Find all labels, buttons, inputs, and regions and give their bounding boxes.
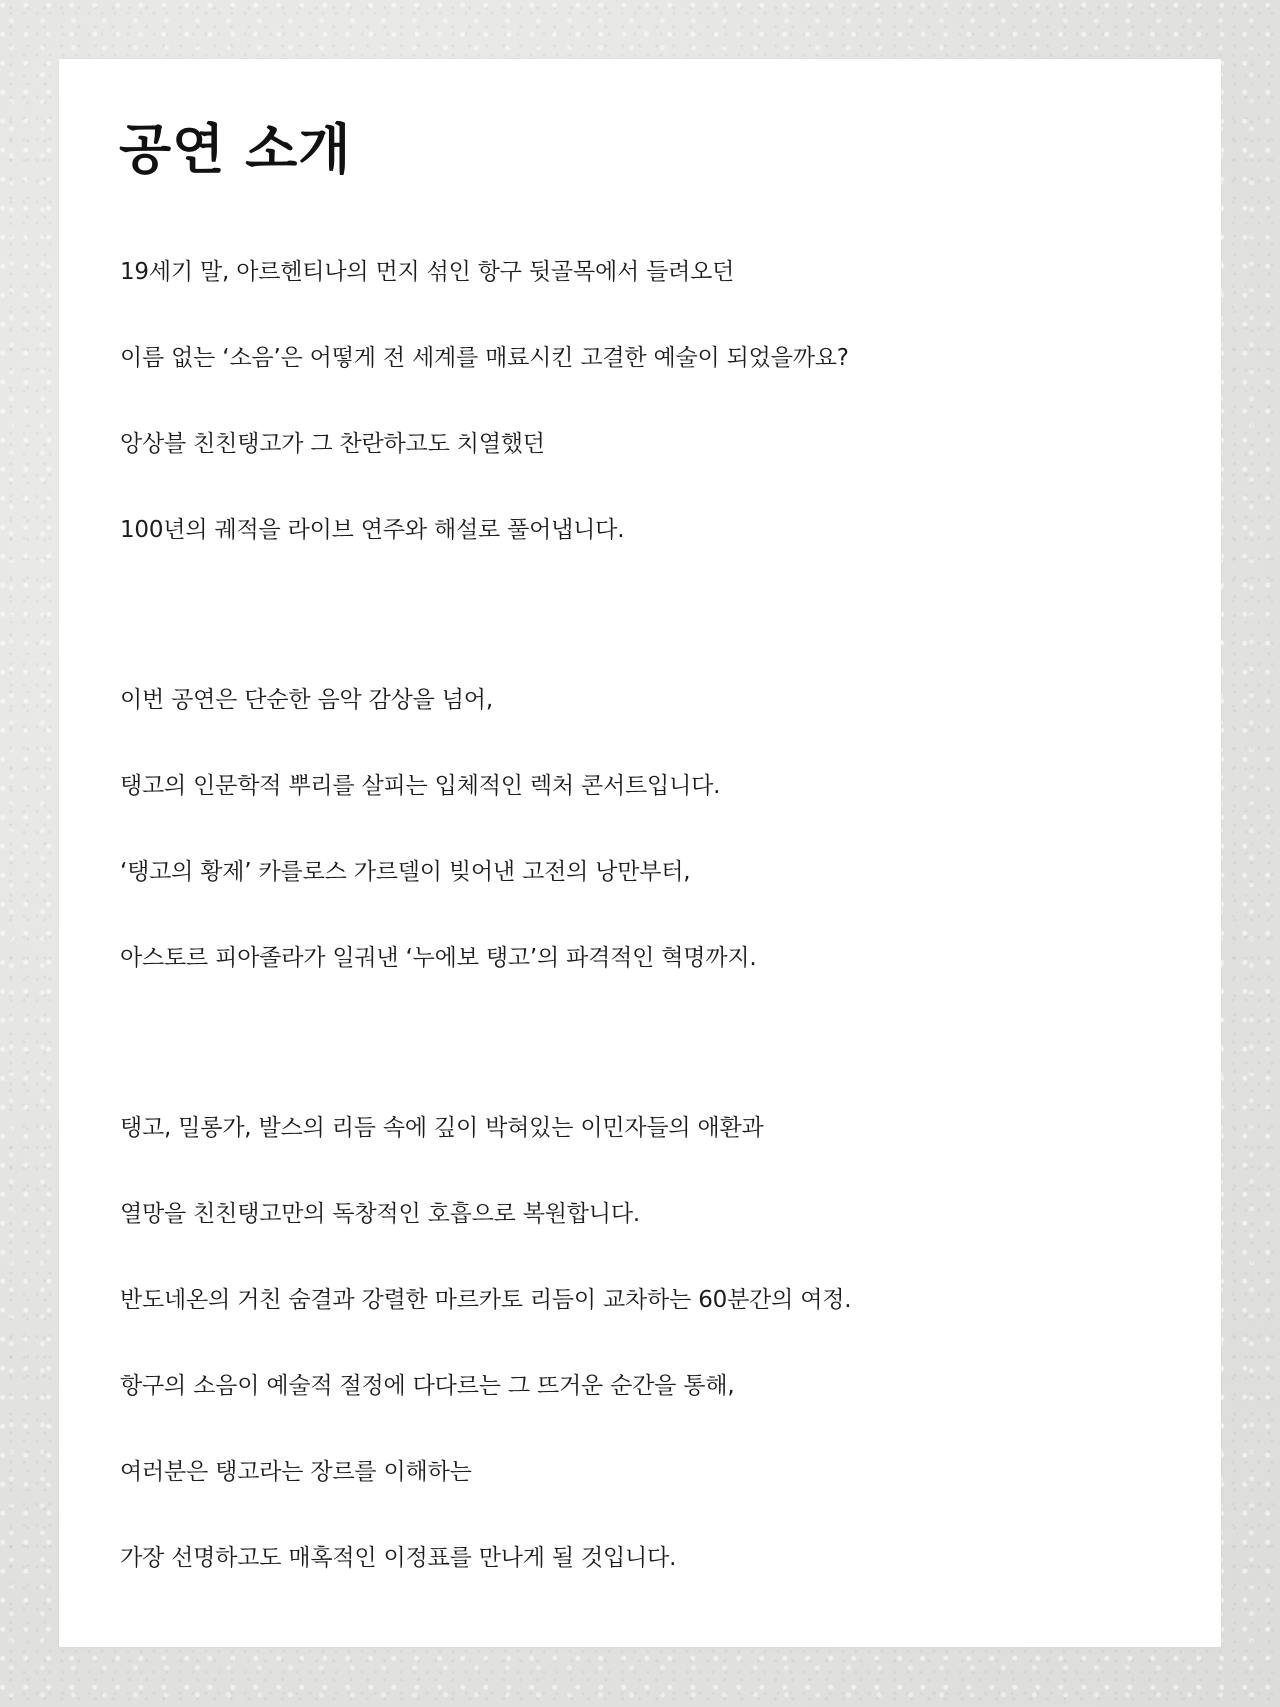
text-line: 탱고, 밀롱가, 발스의 리듬 속에 깊이 박혀있는 이민자들의 애환과 bbox=[120, 1115, 764, 1141]
page-title: 공연 소개 bbox=[119, 118, 352, 181]
text-line: 열망을 친친탱고만의 독창적인 호흡으로 복원합니다. bbox=[120, 1201, 640, 1227]
text-line: 여러분은 탱고라는 장르를 이해하는 bbox=[120, 1459, 472, 1485]
text-line: 항구의 소음이 예술적 절정에 다다르는 그 뜨거운 순간을 통해, bbox=[120, 1373, 735, 1399]
text-line: 앙상블 친친탱고가 그 찬란하고도 치열했던 bbox=[120, 431, 545, 457]
document-page bbox=[59, 59, 1221, 1647]
text-line: 19세기 말, 아르헨티나의 먼지 섞인 항구 뒷골목에서 들려오던 bbox=[120, 259, 735, 285]
text-line: 반도네온의 거친 숨결과 강렬한 마르카토 리듬이 교차하는 60분간의 여정. bbox=[120, 1287, 852, 1313]
text-line: 이름 없는 ‘소음’은 어떻게 전 세계를 매료시킨 고결한 예술이 되었을까요? bbox=[120, 345, 849, 371]
text-line: 가장 선명하고도 매혹적인 이정표를 만나게 될 것입니다. bbox=[120, 1545, 677, 1571]
text-line: 이번 공연은 단순한 음악 감상을 넘어, bbox=[120, 687, 493, 713]
text-line: 탱고의 인문학적 뿌리를 살피는 입체적인 렉처 콘서트입니다. bbox=[120, 773, 721, 799]
text-line: 아스토르 피아졸라가 일궈낸 ‘누에보 탱고’의 파격적인 혁명까지. bbox=[120, 945, 757, 971]
text-line: ‘탱고의 황제’ 카를로스 가르델이 빚어낸 고전의 낭만부터, bbox=[120, 859, 691, 885]
text-line: 100년의 궤적을 라이브 연주와 해설로 풀어냅니다. bbox=[120, 517, 625, 543]
